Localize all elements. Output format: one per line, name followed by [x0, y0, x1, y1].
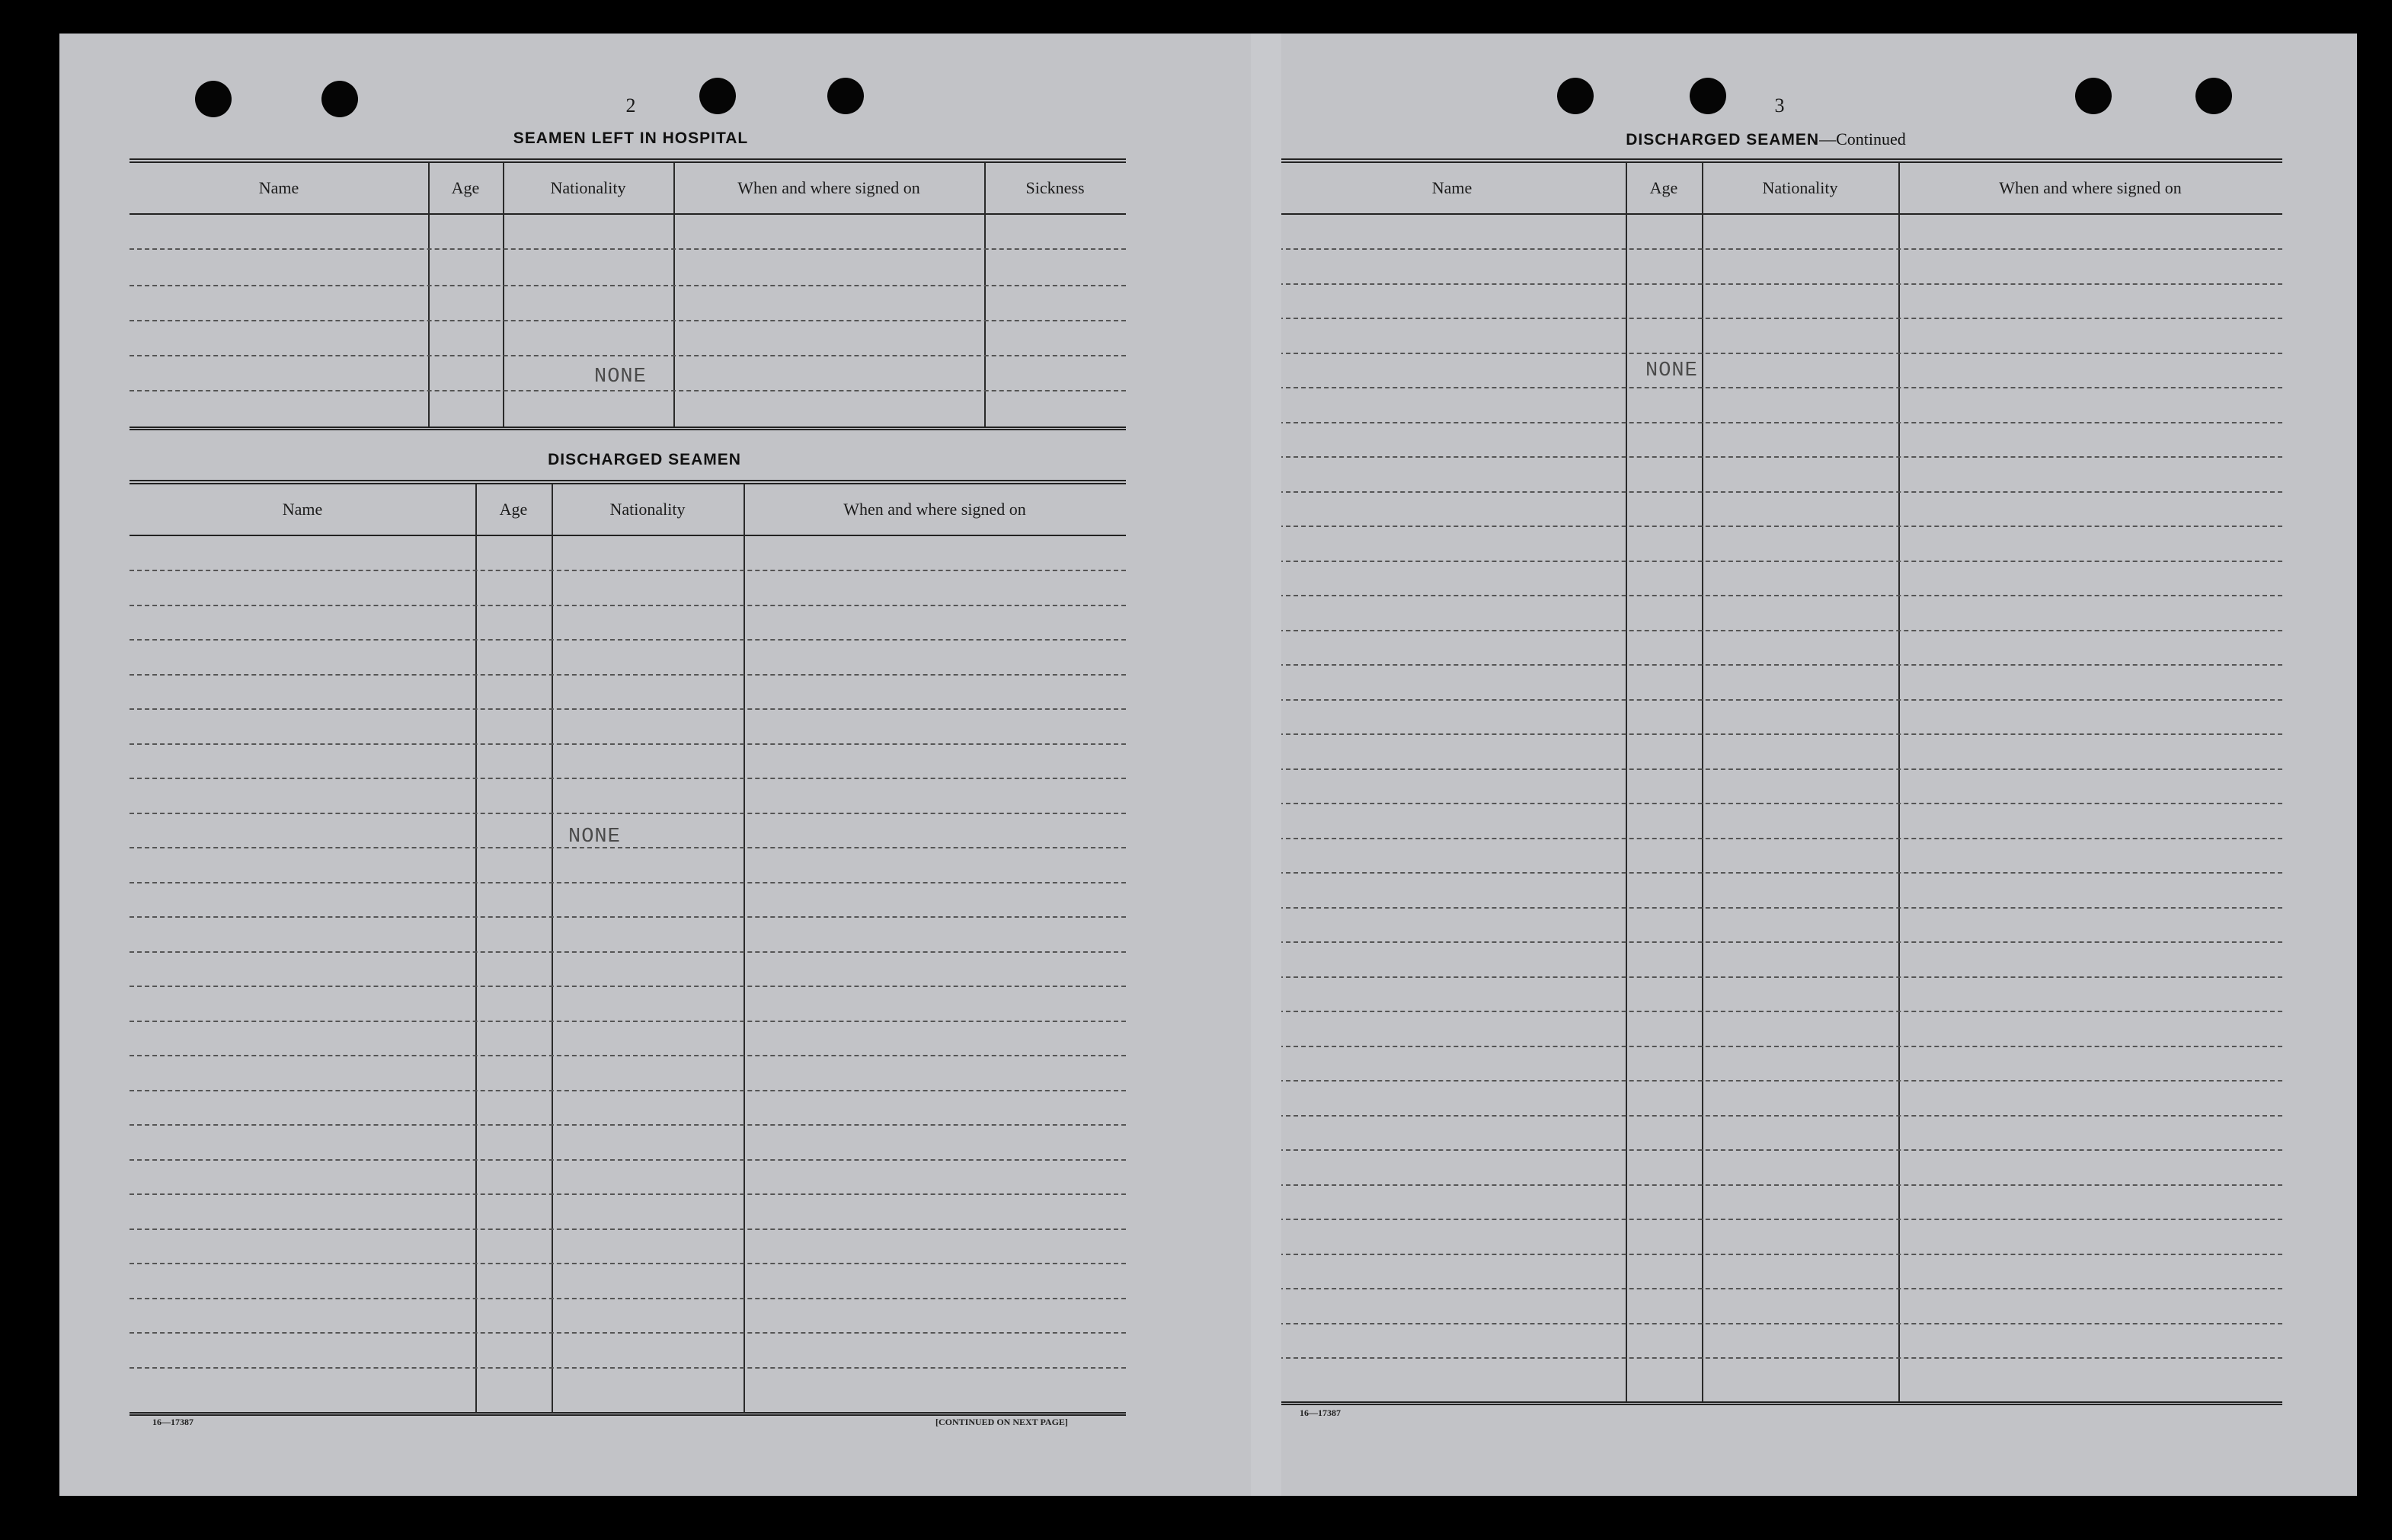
- row-rule: [130, 1055, 1126, 1056]
- row-rule: [130, 285, 1126, 286]
- hospital-section-title: SEAMEN LEFT IN HOSPITAL: [513, 129, 749, 147]
- column-header-nationality: Nationality: [1762, 178, 1838, 197]
- column-header-nationality: Nationality: [550, 178, 626, 197]
- row-rule: [1278, 283, 2282, 285]
- column-divider: [1898, 163, 1900, 1401]
- column-header-name: Name: [258, 178, 299, 197]
- punch-hole: [2195, 78, 2232, 114]
- row-rule: [130, 708, 1126, 710]
- row-rule: [130, 778, 1126, 779]
- column-header-name: Name: [1431, 178, 1473, 197]
- punch-hole: [195, 81, 232, 117]
- punch-hole: [699, 78, 736, 114]
- row-rule: [1278, 456, 2282, 458]
- page-number: 3: [1774, 94, 1785, 117]
- none-stamp: NONE: [568, 826, 621, 848]
- row-rule: [1278, 387, 2282, 388]
- column-divider: [475, 484, 477, 1412]
- discharged-section-title: DISCHARGED SEAMEN: [548, 451, 741, 468]
- column-divider: [744, 484, 745, 1412]
- row-rule: [130, 1228, 1126, 1230]
- punch-hole: [2075, 78, 2112, 114]
- row-rule: [1278, 768, 2282, 770]
- row-rule: [1278, 561, 2282, 562]
- row-rule: [130, 1124, 1126, 1126]
- row-rule: [130, 639, 1126, 641]
- row-rule: [130, 248, 1126, 250]
- row-rule: [1278, 1011, 2282, 1012]
- row-rule: [1278, 1219, 2282, 1220]
- discharged-continued-title: [1626, 129, 1906, 149]
- row-rule: [1278, 1254, 2282, 1255]
- title-main: DISCHARGED SEAMEN: [1626, 131, 1820, 149]
- row-rule: [1278, 491, 2282, 493]
- row-rule: [1278, 803, 2282, 804]
- form-number: 16—17387: [152, 1417, 193, 1427]
- row-rule: [1278, 1046, 2282, 1047]
- row-rule: [130, 674, 1126, 676]
- form-number: 16—17387: [1300, 1407, 1341, 1418]
- row-rule: [130, 1332, 1126, 1334]
- row-rule: [1278, 941, 2282, 943]
- row-rule: [1278, 353, 2282, 354]
- row-rule: [1278, 699, 2282, 701]
- row-rule: [1278, 422, 2282, 423]
- column-header-age: Age: [451, 178, 480, 197]
- row-rule: [130, 320, 1126, 321]
- row-rule: [130, 986, 1126, 987]
- none-stamp: NONE: [1645, 359, 1698, 382]
- row-rule: [130, 951, 1126, 953]
- row-rule: [1278, 838, 2282, 839]
- none-stamp: NONE: [594, 366, 647, 388]
- row-rule: [130, 605, 1126, 606]
- row-rule: [130, 916, 1126, 918]
- row-rule: [130, 1021, 1126, 1022]
- row-rule: [1278, 248, 2282, 250]
- document-sheet: [59, 34, 2357, 1496]
- column-divider: [428, 163, 430, 427]
- row-rule: [130, 1090, 1126, 1091]
- row-rule: [1278, 976, 2282, 978]
- row-rule: [1278, 907, 2282, 909]
- column-header-signed-on: When and where signed on: [1999, 178, 2182, 197]
- row-rule: [1278, 733, 2282, 735]
- column-divider: [1626, 163, 1627, 1401]
- row-rule: [130, 813, 1126, 814]
- column-header-age: Age: [1649, 178, 1678, 197]
- table-header: [130, 484, 1126, 536]
- discharged-continued-table: [1278, 158, 2282, 1405]
- row-rule: [1278, 1149, 2282, 1151]
- column-divider: [673, 163, 675, 427]
- punch-hole: [827, 78, 864, 114]
- column-divider: [984, 163, 986, 427]
- title-suffix: —Continued: [1819, 129, 1906, 149]
- column-divider: [552, 484, 553, 1412]
- hospital-table: [130, 158, 1126, 430]
- row-rule: [1278, 1288, 2282, 1289]
- discharged-table: [130, 480, 1126, 1416]
- column-header-nationality: Nationality: [609, 500, 686, 519]
- column-header-signed-on: When and where signed on: [737, 178, 920, 197]
- page-gutter: [1251, 34, 1281, 1496]
- table-header: [130, 163, 1126, 215]
- punch-hole: [1690, 78, 1726, 114]
- row-rule: [130, 1159, 1126, 1161]
- row-rule: [130, 1298, 1126, 1299]
- punch-hole: [321, 81, 358, 117]
- row-rule: [1278, 595, 2282, 596]
- row-rule: [130, 390, 1126, 391]
- column-divider: [503, 163, 504, 427]
- row-rule: [1278, 1357, 2282, 1359]
- row-rule: [130, 847, 1126, 848]
- row-rule: [1278, 526, 2282, 527]
- column-divider: [1702, 163, 1703, 1401]
- column-header-sickness: Sickness: [1025, 178, 1085, 197]
- table-header: [1278, 163, 2282, 215]
- row-rule: [1278, 630, 2282, 631]
- column-header-name: Name: [282, 500, 323, 519]
- row-rule: [130, 1367, 1126, 1369]
- row-rule: [1278, 318, 2282, 319]
- row-rule: [1278, 1184, 2282, 1186]
- row-rule: [1278, 1115, 2282, 1117]
- row-rule: [130, 743, 1126, 745]
- row-rule: [1278, 872, 2282, 874]
- column-header-age: Age: [499, 500, 528, 519]
- row-rule: [130, 882, 1126, 883]
- row-rule: [130, 1193, 1126, 1195]
- continued-note: [CONTINUED ON NEXT PAGE]: [935, 1417, 1068, 1427]
- row-rule: [130, 355, 1126, 356]
- row-rule: [1278, 1323, 2282, 1324]
- punch-hole: [1557, 78, 1594, 114]
- column-header-signed-on: When and where signed on: [843, 500, 1026, 519]
- row-rule: [1278, 1080, 2282, 1082]
- page-number: 2: [625, 94, 636, 117]
- row-rule: [1278, 664, 2282, 666]
- row-rule: [130, 1263, 1126, 1264]
- row-rule: [130, 570, 1126, 571]
